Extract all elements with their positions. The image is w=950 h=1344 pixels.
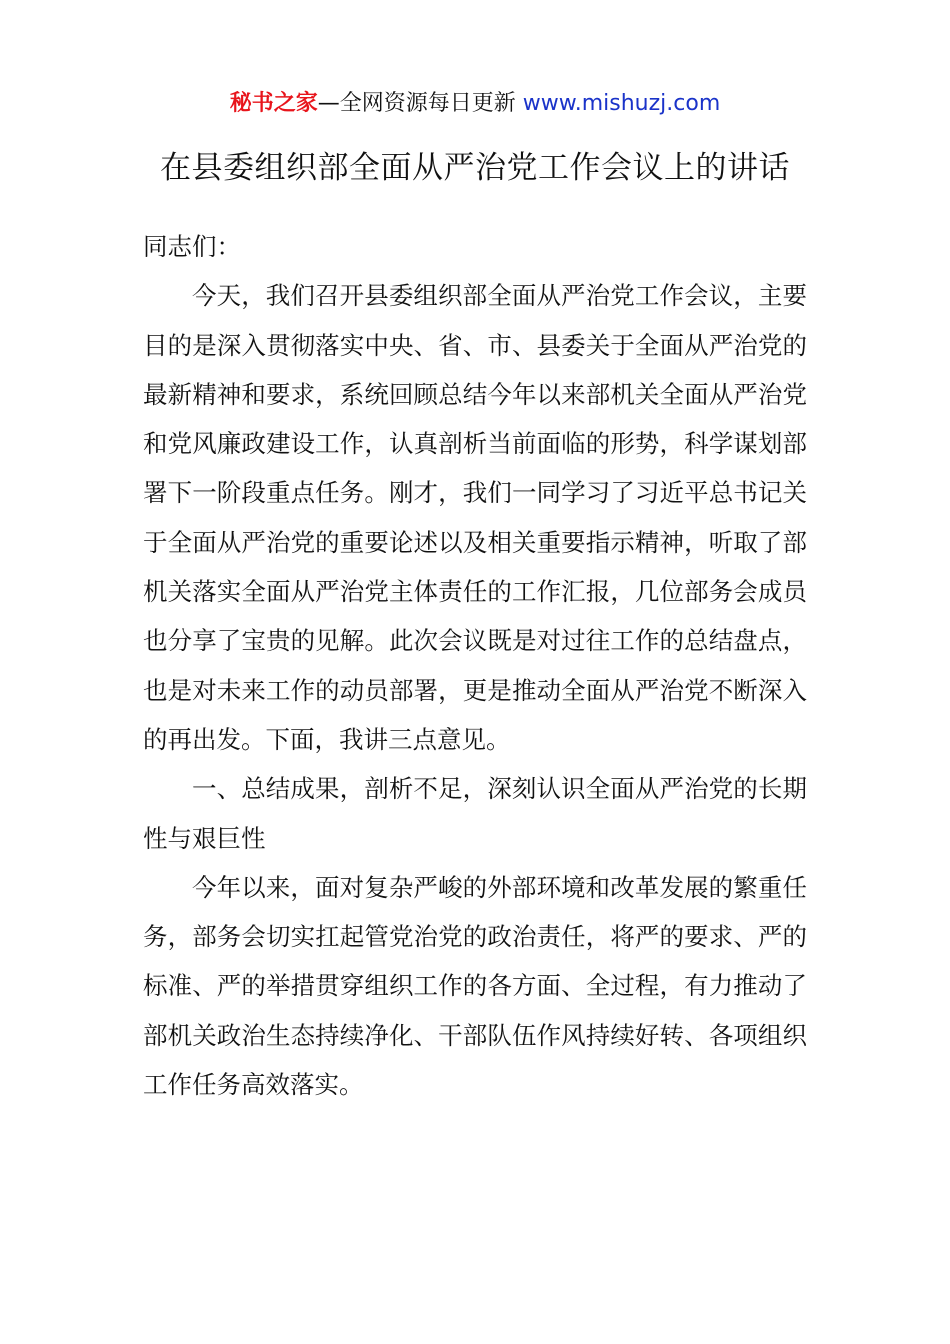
document-title: 在县委组织部全面从严治党工作会议上的讲话 <box>160 150 790 186</box>
banner-tagline: —全网资源每日更新 <box>317 91 523 116</box>
salutation: 同志们： <box>143 232 241 261</box>
site-banner <box>0 88 950 120</box>
site-url-link[interactable]: www.mishuzj.com <box>522 91 721 116</box>
section-heading-1: 一、总结成果，剖析不足，深刻认识全面从严治党的长期性与艰巨性 <box>143 774 807 853</box>
brand-name: 秘书之家 <box>229 91 318 116</box>
document-body <box>143 222 807 1109</box>
paragraph-section-1: 今年以来，面对复杂严峻的外部环境和改革发展的繁重任务，部务会切实扛起管党治党的政治责任，将严的要求、严的标准、严的举措贯穿组织工作的各方面、全过程，有力推动了部机关政治生态持续净化、干部队伍作风持续好转、各项组织工作任务高效落实。 <box>143 872 807 1100</box>
paragraph-intro: 今天，我们召开县委组织部全面从严治党工作会议，主要目的是深入贯彻落实中央、省、市、县委关于全面从严治党的最新精神和要求，系统回顾总结今年以来部机关全面从严治党和党风廉政建设工作，认真剖析当前面临的形势，科学谋划部署下一阶段重点任务。刚才，我们一同学习了习近平总书记关于全面从严治党的重要论述以及相关重要指示精神，听取了部机关落实全面从严治党主体责任的工作汇报，几位部务会成员也分享了宝贵的见解。此次会议既是对过往工作的总结盘点，也是对未来工作的动员部署，更是推动全面从严治党不断深入的再出发。下面，我讲三点意见。 <box>143 281 807 754</box>
